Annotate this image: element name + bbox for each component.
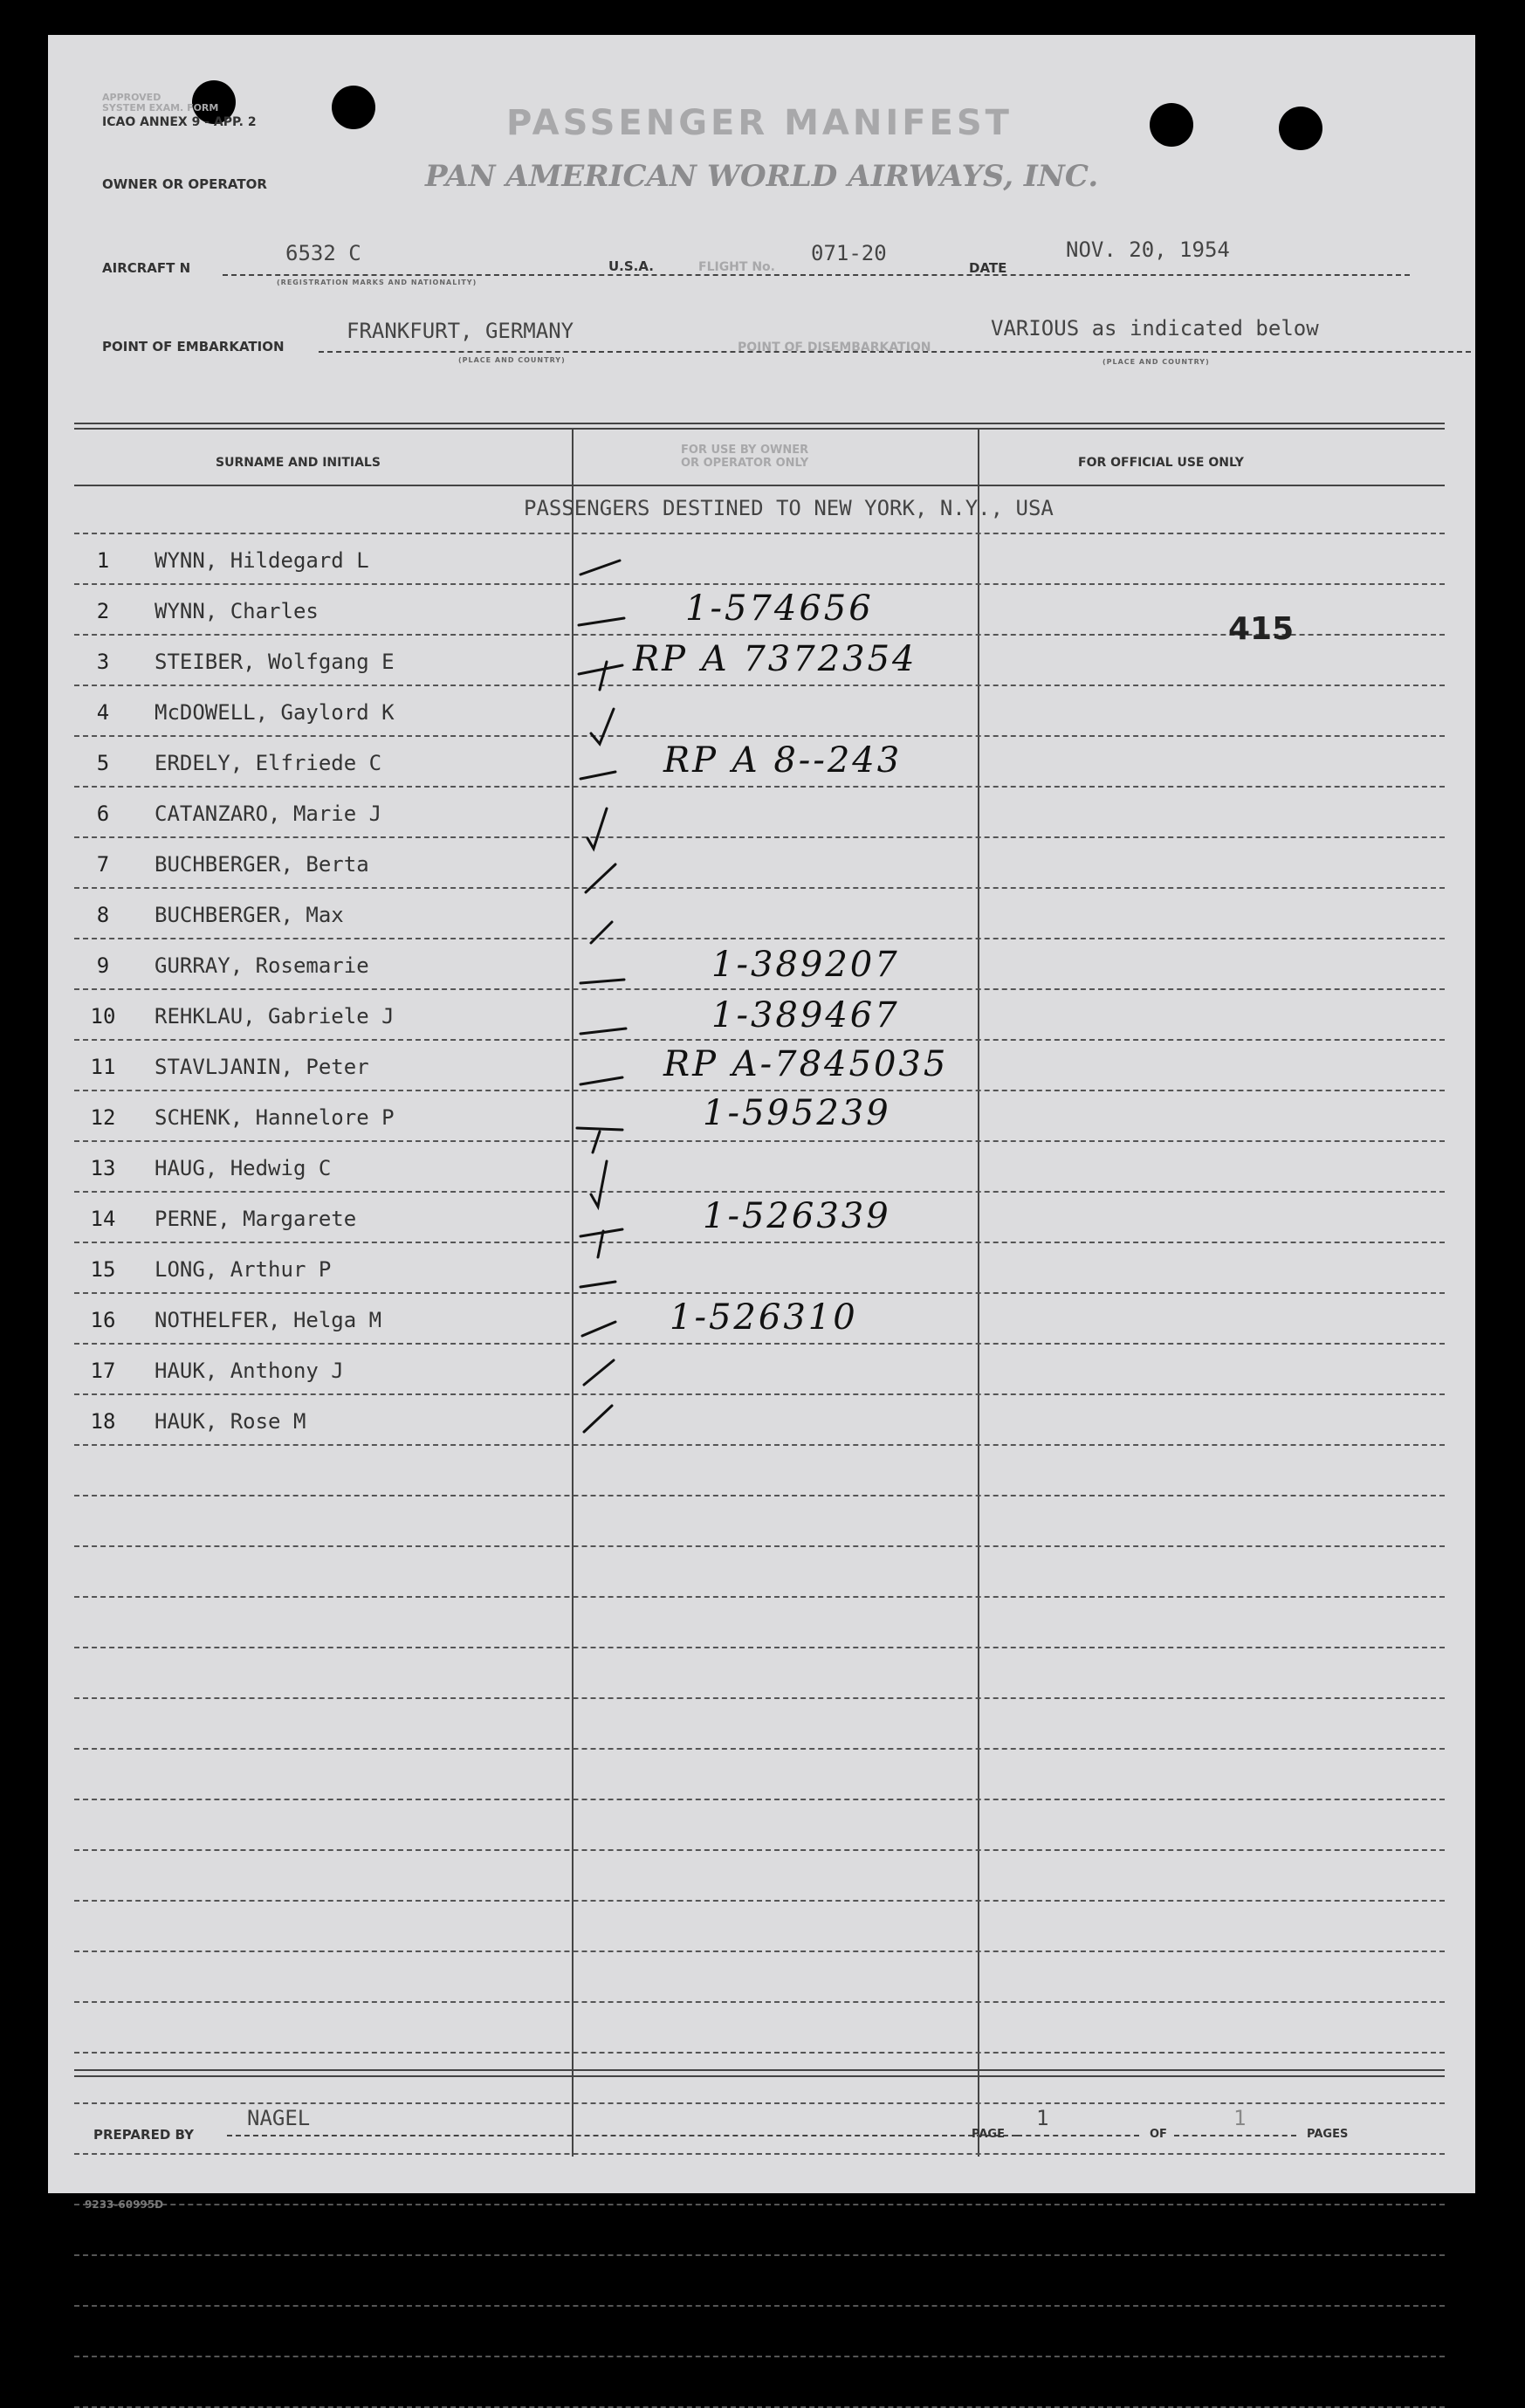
aircraft-sublabel: (REGISTRATION MARKS AND NATIONALITY) bbox=[277, 279, 477, 286]
check-mark bbox=[580, 980, 624, 983]
aircraft-value: 6532 C bbox=[285, 241, 361, 265]
disembarkation-label: POINT OF DISEMBARKATION bbox=[738, 341, 931, 354]
passenger-name: HAUG, Hedwig C bbox=[155, 1156, 332, 1180]
handwritten-note: 1-389207 bbox=[711, 945, 900, 985]
row-rule bbox=[74, 988, 1445, 990]
aircraft-underline bbox=[223, 274, 1410, 276]
check-mark bbox=[582, 1322, 615, 1336]
check-mark bbox=[591, 922, 612, 943]
row-number: 13 bbox=[90, 1156, 116, 1180]
page-number: 1 bbox=[1036, 2106, 1049, 2130]
row-rule bbox=[74, 2102, 1445, 2104]
check-mark bbox=[591, 709, 614, 744]
row-rule bbox=[74, 533, 1445, 534]
passenger-name: BUCHBERGER, Max bbox=[155, 903, 344, 927]
row-rule bbox=[74, 1242, 1445, 1243]
check-mark bbox=[580, 1229, 622, 1257]
row-rule bbox=[74, 1039, 1445, 1041]
passenger-name: BUCHBERGER, Berta bbox=[155, 852, 369, 877]
form-code: 9233-60995D bbox=[85, 2198, 164, 2211]
row-rule bbox=[74, 1444, 1445, 1446]
col-surname-header: SURNAME AND INITIALS bbox=[216, 456, 381, 470]
check-marks bbox=[546, 550, 668, 1441]
row-rule bbox=[74, 2001, 1445, 2003]
check-mark bbox=[580, 1077, 622, 1084]
row-number: 12 bbox=[90, 1105, 116, 1130]
row-rule bbox=[74, 887, 1445, 889]
row-rule bbox=[74, 1900, 1445, 1902]
row-rule bbox=[74, 1191, 1445, 1193]
col-owner-header-line-1: FOR USE BY OWNER bbox=[681, 444, 809, 457]
row-rule bbox=[74, 583, 1445, 585]
check-mark bbox=[591, 1161, 607, 1207]
check-mark bbox=[579, 662, 622, 690]
table-bottom-rule bbox=[74, 2075, 1445, 2077]
date-label: DATE bbox=[969, 260, 1007, 276]
row-rule bbox=[74, 2305, 1445, 2307]
row-rule bbox=[74, 1090, 1445, 1091]
row-rule bbox=[74, 2254, 1445, 2256]
owner-operator-label: OWNER OR OPERATOR bbox=[102, 176, 267, 192]
handwritten-note: RP A 7372354 bbox=[633, 639, 917, 679]
row-number: 16 bbox=[90, 1308, 116, 1332]
row-rule bbox=[74, 2153, 1445, 2155]
row-number: 18 bbox=[90, 1409, 116, 1434]
passenger-name: CATANZARO, Marie J bbox=[155, 802, 382, 826]
check-mark bbox=[584, 1360, 614, 1385]
row-rule bbox=[74, 938, 1445, 939]
row-number: 9 bbox=[96, 953, 110, 978]
check-mark bbox=[584, 1406, 612, 1432]
form-title: PASSENGER MANIFEST bbox=[506, 103, 1013, 143]
handwritten-note: 1-389467 bbox=[711, 995, 900, 1035]
row-rule bbox=[74, 1393, 1445, 1395]
row-rule bbox=[74, 1647, 1445, 1648]
check-mark bbox=[580, 772, 615, 779]
row-rule bbox=[74, 1140, 1445, 1142]
passenger-name: STEIBER, Wolfgang E bbox=[155, 650, 395, 674]
row-number: 14 bbox=[90, 1207, 116, 1231]
row-rule bbox=[74, 2052, 1445, 2054]
table-top-rule bbox=[74, 428, 1445, 430]
row-rule bbox=[74, 836, 1445, 838]
prepared-by-label: PREPARED BY bbox=[93, 2127, 194, 2143]
passenger-name: NOTHELFER, Helga M bbox=[155, 1308, 382, 1332]
page-label: PAGE bbox=[972, 2128, 1005, 2141]
handwritten-note: 1-526310 bbox=[670, 1297, 858, 1338]
passenger-name: HAUK, Rose M bbox=[155, 1409, 306, 1434]
table-top-rule bbox=[74, 423, 1445, 424]
handwritten-note: RP A-7845035 bbox=[663, 1044, 949, 1084]
passenger-name: WYNN, Charles bbox=[155, 599, 319, 623]
row-rule bbox=[74, 1343, 1445, 1345]
row-rule bbox=[74, 1292, 1445, 1294]
embarkation-value: FRANKFURT, GERMANY bbox=[347, 319, 574, 343]
row-number: 1 bbox=[96, 548, 110, 573]
destination-line: PASSENGERS DESTINED TO NEW YORK, N.Y., USA bbox=[524, 496, 1054, 520]
row-rule bbox=[74, 1950, 1445, 1952]
official-number: 415 bbox=[1228, 611, 1295, 647]
passenger-name: SCHENK, Hannelore P bbox=[155, 1105, 395, 1130]
usa-label: U.S.A. bbox=[608, 258, 654, 274]
icao-reference: ICAO ANNEX 9 - APP. 2 bbox=[102, 115, 257, 129]
row-number: 17 bbox=[90, 1359, 116, 1383]
handwritten-note: 1-574656 bbox=[685, 588, 874, 629]
check-mark bbox=[587, 808, 607, 849]
approval-stamp bbox=[102, 93, 218, 114]
passenger-name: PERNE, Margarete bbox=[155, 1207, 357, 1231]
approval-line-1: APPROVED bbox=[102, 92, 161, 103]
manifest-paper bbox=[48, 35, 1475, 2211]
row-number: 15 bbox=[90, 1257, 116, 1282]
passenger-name: ERDELY, Elfriede C bbox=[155, 751, 382, 775]
row-rule bbox=[74, 2356, 1445, 2357]
prepared-underline bbox=[227, 2135, 1017, 2136]
check-mark bbox=[586, 864, 615, 892]
row-rule bbox=[74, 2204, 1445, 2205]
check-mark bbox=[579, 618, 624, 625]
handwritten-note: RP A 8--243 bbox=[663, 740, 903, 781]
row-rule bbox=[74, 685, 1445, 686]
pages-label: PAGES bbox=[1307, 2128, 1349, 2141]
passenger-name: REHKLAU, Gabriele J bbox=[155, 1004, 395, 1029]
check-mark bbox=[577, 1128, 622, 1152]
passenger-name: STAVLJANIN, Peter bbox=[155, 1055, 369, 1079]
row-rule bbox=[74, 1596, 1445, 1598]
col-official-header: FOR OFFICIAL USE ONLY bbox=[1078, 456, 1244, 470]
embarkation-label: POINT OF EMBARKATION bbox=[102, 339, 285, 354]
header-rule bbox=[74, 485, 1445, 486]
row-rule bbox=[74, 1545, 1445, 1547]
row-rule bbox=[74, 1849, 1445, 1851]
passenger-name: LONG, Arthur P bbox=[155, 1257, 332, 1282]
date-value: NOV. 20, 1954 bbox=[1066, 237, 1230, 262]
embarkation-sublabel: (PLACE AND COUNTRY) bbox=[458, 356, 566, 364]
row-number: 7 bbox=[96, 852, 110, 877]
table-bottom-rule bbox=[74, 2069, 1445, 2071]
check-mark bbox=[580, 1029, 626, 1034]
prepared-by-value: NAGEL bbox=[247, 2106, 311, 2130]
passenger-name: WYNN, Hildegard L bbox=[155, 548, 369, 573]
approval-line-2: SYSTEM EXAM. FORM bbox=[102, 102, 219, 114]
row-rule bbox=[74, 1799, 1445, 1800]
of-label: OF bbox=[1150, 2128, 1167, 2141]
page-underline bbox=[1017, 2135, 1139, 2136]
col-owner-header bbox=[681, 444, 808, 470]
of-number: 1 bbox=[1233, 2106, 1247, 2130]
disembarkation-value: VARIOUS as indicated below bbox=[991, 316, 1319, 341]
row-number: 3 bbox=[96, 650, 110, 674]
punch-hole bbox=[1150, 103, 1193, 147]
row-number: 6 bbox=[96, 802, 110, 826]
row-rule bbox=[74, 786, 1445, 788]
punch-hole bbox=[332, 86, 375, 129]
row-number: 10 bbox=[90, 1004, 116, 1029]
passenger-name: HAUK, Anthony J bbox=[155, 1359, 344, 1383]
row-number: 5 bbox=[96, 751, 110, 775]
row-rule bbox=[74, 1697, 1445, 1699]
row-number: 11 bbox=[90, 1055, 116, 1079]
check-mark bbox=[580, 561, 620, 574]
row-number: 2 bbox=[96, 599, 110, 623]
col-owner-header-line-2: OR OPERATOR ONLY bbox=[681, 457, 809, 470]
passenger-name: McDOWELL, Gaylord K bbox=[155, 700, 395, 725]
row-rule bbox=[74, 1495, 1445, 1496]
aircraft-label: AIRCRAFT N bbox=[102, 260, 191, 276]
handwritten-note: 1-595239 bbox=[703, 1093, 891, 1133]
row-rule bbox=[74, 1748, 1445, 1750]
check-mark bbox=[580, 1282, 615, 1287]
disembarkation-sublabel: (PLACE AND COUNTRY) bbox=[1103, 358, 1210, 366]
row-number: 4 bbox=[96, 700, 110, 725]
punch-hole bbox=[1279, 107, 1322, 150]
row-rule bbox=[74, 735, 1445, 737]
flight-label: FLIGHT No. bbox=[698, 260, 775, 274]
handwritten-note: 1-526339 bbox=[703, 1196, 891, 1236]
row-number: 8 bbox=[96, 903, 110, 927]
of-underline bbox=[1174, 2135, 1296, 2136]
operator-name: PAN AMERICAN WORLD AIRWAYS, INC. bbox=[425, 159, 1099, 194]
flight-value: 071-20 bbox=[811, 241, 887, 265]
passenger-name: GURRAY, Rosemarie bbox=[155, 953, 369, 978]
